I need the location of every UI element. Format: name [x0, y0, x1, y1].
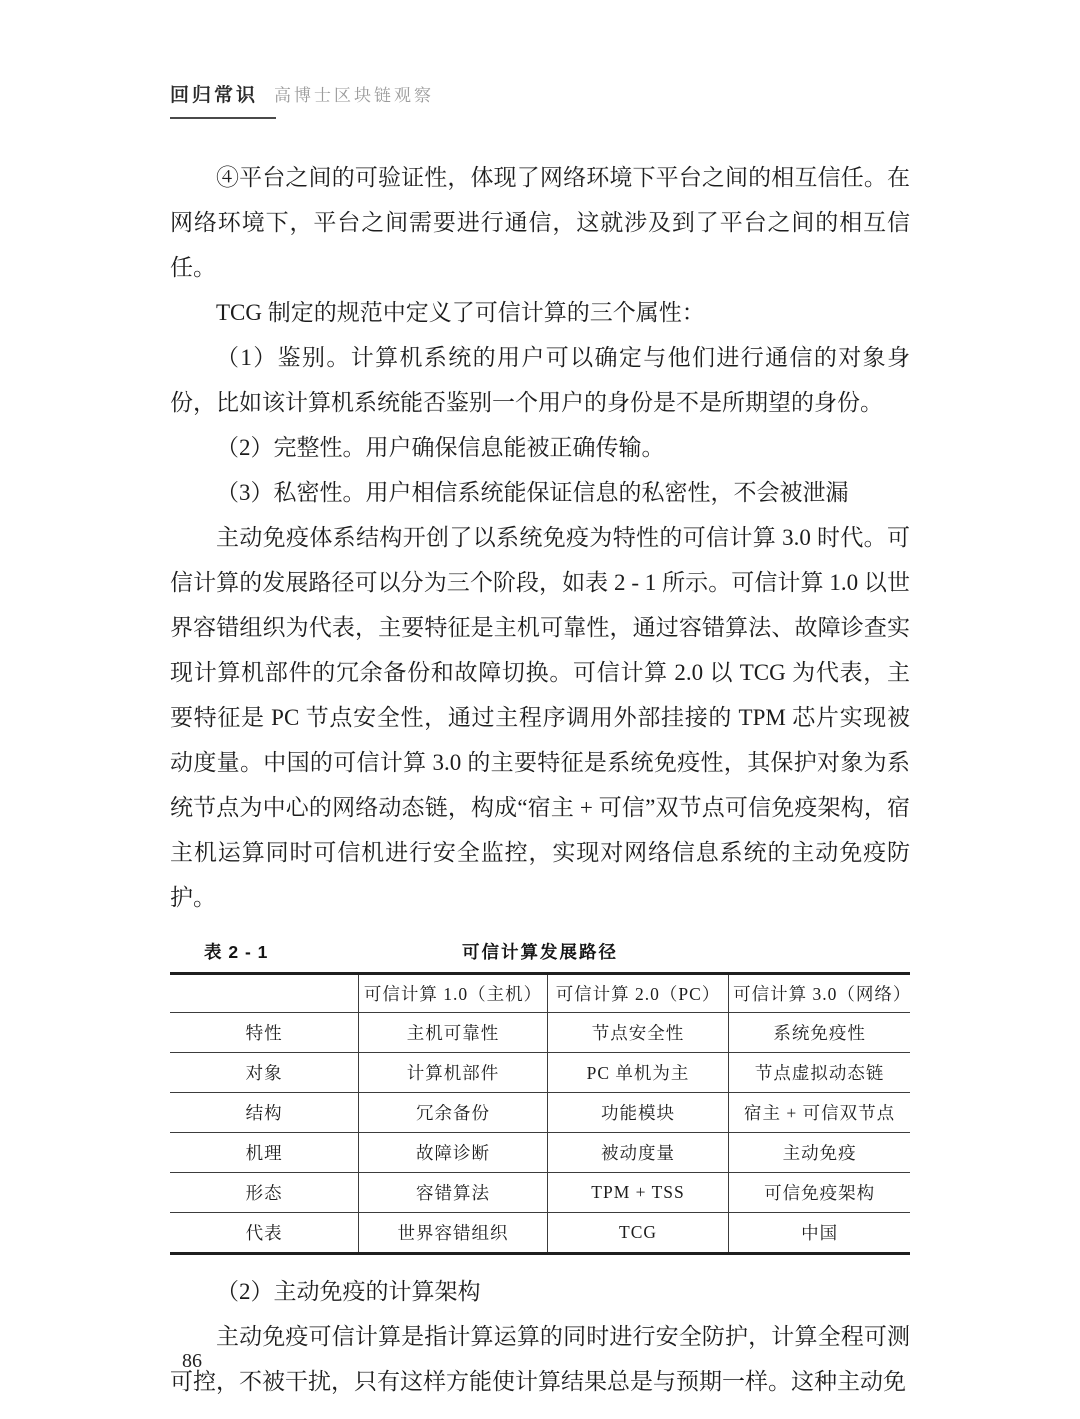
- table-cell: 主动免疫: [729, 1133, 910, 1173]
- table-cell: 宿主 + 可信双节点: [729, 1093, 910, 1133]
- row-label: 代表: [170, 1213, 359, 1254]
- page-number: 86: [182, 1350, 202, 1372]
- paragraph-platform-verifiability: ④平台之间的可验证性，体现了网络环境下平台之间的相互信任。在网络环境下，平台之间需要进行通信，这就涉及到了平台之间的相互信任。: [170, 165, 910, 280]
- table-header-cell-tc10: 可信计算 1.0（主机）: [359, 974, 548, 1013]
- table-cell: 容错算法: [359, 1173, 548, 1213]
- table-cell: TCG: [547, 1213, 728, 1254]
- table-row-structure: [170, 1093, 910, 1133]
- table-row-mechanism: [170, 1133, 910, 1173]
- table-cell: 可信免疫架构: [729, 1173, 910, 1213]
- table-cell: 被动度量: [547, 1133, 728, 1173]
- paragraph-trusted-computing-stages: 主动免疫体系结构开创了以系统免疫为特性的可信计算 3.0 时代。可信计算的发展路径可以分为三个阶段，如表 2 - 1 所示。可信计算 1.0 以世界容错组织为代表，主要特征是主机可靠性，通过容错算法、故障诊查实现计算机部件的冗余备份和故障切换。可信计算 2.0 以 TCG 为代表，主要特征是 PC 节点安全性，通过主程序调用外部挂接的 TPM 芯片实现被动度量。中国的可信计算 3.0 的主要特征是系统免疫性，其保护对象为系统节点为中心的网络动态链，构成“宿主 + 可信”双节点可信免疫架构，宿主机运算同时可信机进行安全监控，实现对网络信息系统的主动免疫防护。: [170, 525, 910, 910]
- table-row-characteristic: [170, 1013, 910, 1053]
- page-header: [170, 80, 910, 107]
- table-header-cell-tc20: 可信计算 2.0（PC）: [547, 974, 728, 1013]
- paragraph-attribute-3: （3）私密性。用户相信系统能保证信息的私密性，不会被泄漏: [216, 480, 849, 505]
- paragraph-active-immunity-body: 主动免疫可信计算是指计算运算的同时进行安全防护，计算全程可测可控，不被干扰，只有这样方能使计算结果总是与预期一样。这种主动免: [170, 1324, 910, 1394]
- table-row-representative: [170, 1213, 910, 1254]
- paragraph-active-immunity-heading: （2）主动免疫的计算架构: [216, 1279, 481, 1304]
- row-label: 特性: [170, 1013, 359, 1053]
- table-header-cell-empty: [170, 974, 359, 1013]
- book-subtitle: 高博士区块链观察: [274, 86, 435, 105]
- table-row-form: [170, 1173, 910, 1213]
- table-cell: 故障诊断: [359, 1133, 548, 1173]
- table-cell: 冗余备份: [359, 1093, 548, 1133]
- table-caption: [170, 936, 910, 966]
- table-cell: PC 单机为主: [547, 1053, 728, 1093]
- table-caption-label: 表 2 - 1: [204, 942, 269, 962]
- row-label: 对象: [170, 1053, 359, 1093]
- table-cell: 功能模块: [547, 1093, 728, 1133]
- table-cell: 世界容错组织: [359, 1213, 548, 1254]
- table-row-object: [170, 1053, 910, 1093]
- table-header-row: [170, 974, 910, 1013]
- table-cell: 节点安全性: [547, 1013, 728, 1053]
- table-cell: 中国: [729, 1213, 910, 1254]
- row-label: 结构: [170, 1093, 359, 1133]
- table-cell: 主机可靠性: [359, 1013, 548, 1053]
- paragraph-attribute-2: （2）完整性。用户确保信息能被正确传输。: [216, 435, 665, 460]
- paragraph-tcg-attributes-intro: TCG 制定的规范中定义了可信计算的三个属性：: [216, 300, 705, 325]
- book-title: 回归常识: [170, 85, 259, 106]
- table-cell: 计算机部件: [359, 1053, 548, 1093]
- header-underline: [170, 117, 276, 119]
- row-label: 机理: [170, 1133, 359, 1173]
- table-caption-title: 可信计算发展路径: [462, 942, 618, 962]
- row-label: 形态: [170, 1173, 359, 1213]
- paragraph-attribute-1: （1）鉴别。计算机系统的用户可以确定与他们进行通信的对象身份，比如该计算机系统能否鉴别一个用户的身份是不是所期望的身份。: [170, 345, 910, 415]
- body-text: [170, 155, 910, 920]
- body-text-after-table: [170, 1269, 910, 1404]
- trusted-computing-table: [170, 972, 910, 1255]
- table-header-cell-tc30: 可信计算 3.0（网络）: [733, 984, 912, 1004]
- table-cell: TPM + TSS: [547, 1173, 728, 1213]
- table-cell: 节点虚拟动态链: [729, 1053, 910, 1093]
- table-cell: 系统免疫性: [729, 1013, 910, 1053]
